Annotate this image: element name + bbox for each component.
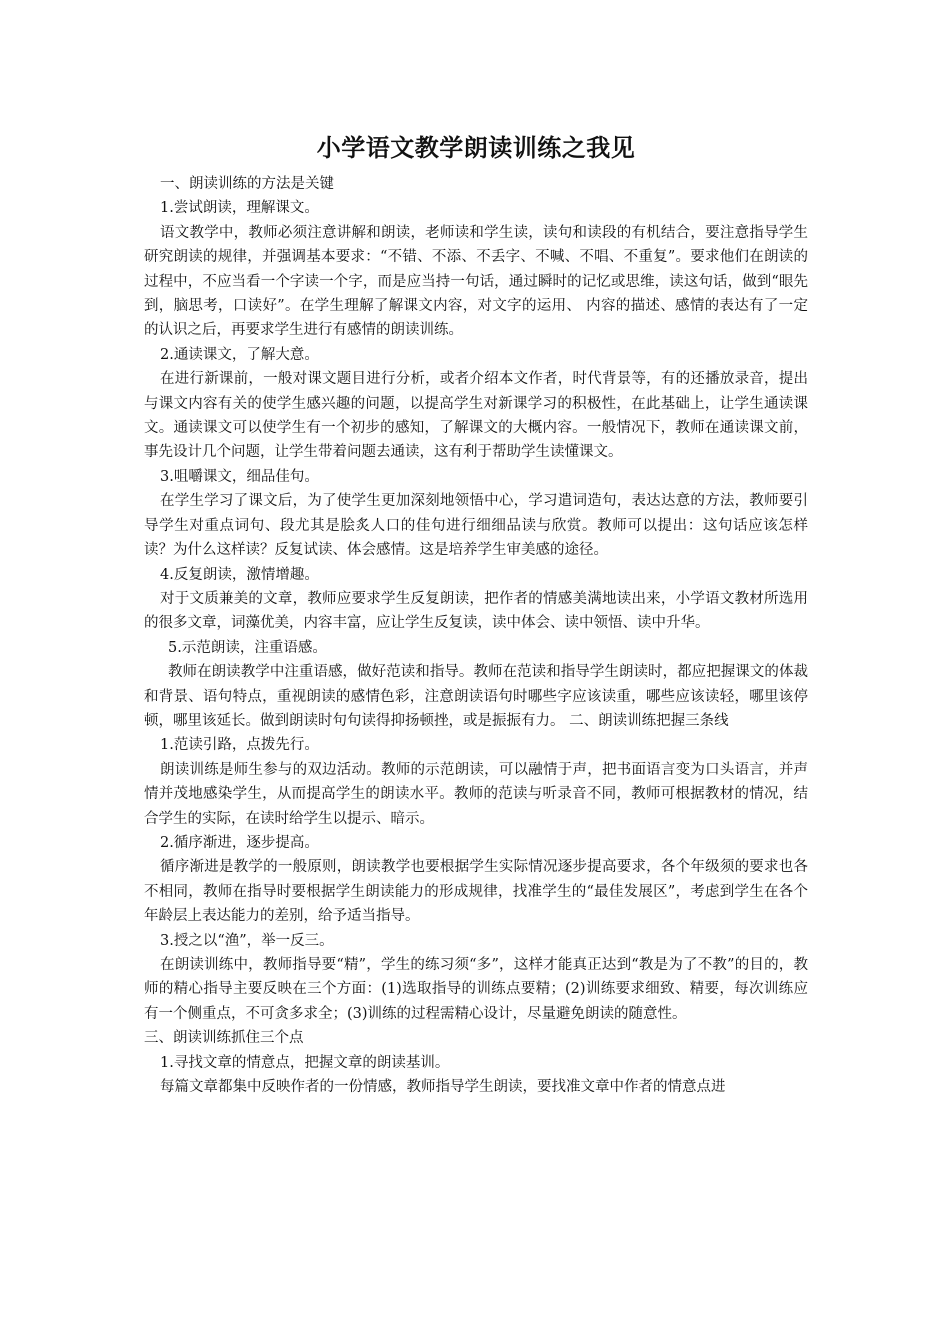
paragraph: 3.授之以“渔”，举一反三。 [160, 932, 334, 949]
paragraph: 1.尝试朗读，理解课文。 [160, 200, 319, 217]
paragraph: 1.范读引路，点拨先行。 [160, 737, 319, 754]
paragraph: 朗读训练是师生参与的双边活动。教师的示范朗读，可以融情于声，把书面语言变为口头语言，并声情并茂地感染学生，从而提高学生的朗读水平。教师的范读与听录音不同，教师可根据教材的情况，结合学生的实际，在读时给学生以提示、暗示。 [144, 761, 808, 827]
paragraph: 在朗读训练中，教师指导要“精”，学生的练习须“多”，这样才能真正达到“教是为了不教”的目的，教师的精心指导主要反映在三个方面：(1)选取指导的训练点要精；(2)训练要求细致、精要，每次训练应有一个侧重点，不可贪多求全；(3)训练的过程需精心设计，尽量避免朗读的随意性。 [144, 957, 808, 1022]
paragraph: 每篇文章都集中反映作者的一份情感，教师指导学生朗读，要找准文章中作者的情意点进 [160, 1079, 726, 1096]
paragraph: 5.示范朗读，注重语感。 [168, 639, 327, 656]
paragraph: 在进行新课前，一般对课文题目进行分析，或者介绍本文作者，时代背景等，有的还播放录音，提出与课文内容有关的使学生感兴趣的问题，以提高学生对新课学习的积极性，在此基础上，让学生通读课文。通读课文可以使学生有一个初步的感知，了解课文的大概内容。一般情况下，教师在通读课文前，事先设计几个问题，让学生带着问题去通读，这有利于帮助学生读懂课文。 [144, 371, 808, 461]
paragraph: 对于文质兼美的文章，教师应要求学生反复朗读，把作者的情感美满地读出来，小学语文教材所选用的很多文章，词藻优美，内容丰富，应让学生反复读，读中体会、读中领悟、读中升华。 [144, 590, 808, 632]
paragraph: 1.寻找文章的情意点，把握文章的朗读基训。 [160, 1054, 450, 1071]
document-page [144, 128, 808, 1099]
paragraph: 2.通读课文，了解大意。 [160, 346, 319, 363]
document-title: 小学语文教学朗读训练之我见 [316, 133, 636, 162]
document-body [144, 172, 808, 1099]
paragraph: 循序渐进是教学的一般原则，朗读教学也要根据学生实际情况逐步提高要求，各个年级须的要求也各不相同，教师在指导时要根据学生朗读能力的形成规律，找准学生的“最佳发展区”，考虑到学生在各个年龄层上表达能力的差别，给予适当指导。 [144, 859, 808, 925]
paragraph: 4.反复朗读，激情增趣。 [160, 566, 319, 583]
paragraph: 语文教学中，教师必须注意讲解和朗读，老师读和学生读，读句和读段的有机结合，要注意指导学生研究朗读的规律，并强调基本要求：“不错、不添、不丢字、不喊、不唱、不重复”。要求他们在朗读的过程中，不应当看一个字读一个字，而是应当持一句话，通过瞬时的记忆或思维，读这句话，做到“眼先到，脑思考，口读好”。在学生理解了解课文内容，对文字的运用、 内容的描述、感情的表达有了一定的认识之后，再要求学生进行有感情的朗读训练。 [144, 224, 808, 339]
paragraph: 在学生学习了课文后，为了使学生更加深刻地领悟中心，学习遣词造句，表达达意的方法，教师要引导学生对重点词句、段尤其是脍炙人口的佳句进行细细品读与欣赏。教师可以提出：这句话应该怎样读？为什么这样读？反复试读、体会感情。这是培养学生审美感的途径。 [144, 493, 808, 559]
paragraph: 一、朗读训练的方法是关键 [160, 176, 334, 192]
paragraph: 教师在朗读教学中注重语感，做好范读和指导。教师在范读和指导学生朗读时，都应把握课文的体裁和背景、语句特点，重视朗读的感情色彩，注意朗读语句时哪些字应该读重，哪些应该读轻，哪里该停顿，哪里该延长。做到朗读时句句读得抑扬顿挫，或是振振有力。 二、朗读训练把握三条线 [144, 664, 808, 729]
paragraph: 3.咀嚼课文，细品佳句。 [160, 468, 319, 485]
paragraph: 三、朗读训练抓住三个点 [144, 1030, 304, 1047]
paragraph: 2.循序渐进，逐步提高。 [160, 834, 319, 851]
